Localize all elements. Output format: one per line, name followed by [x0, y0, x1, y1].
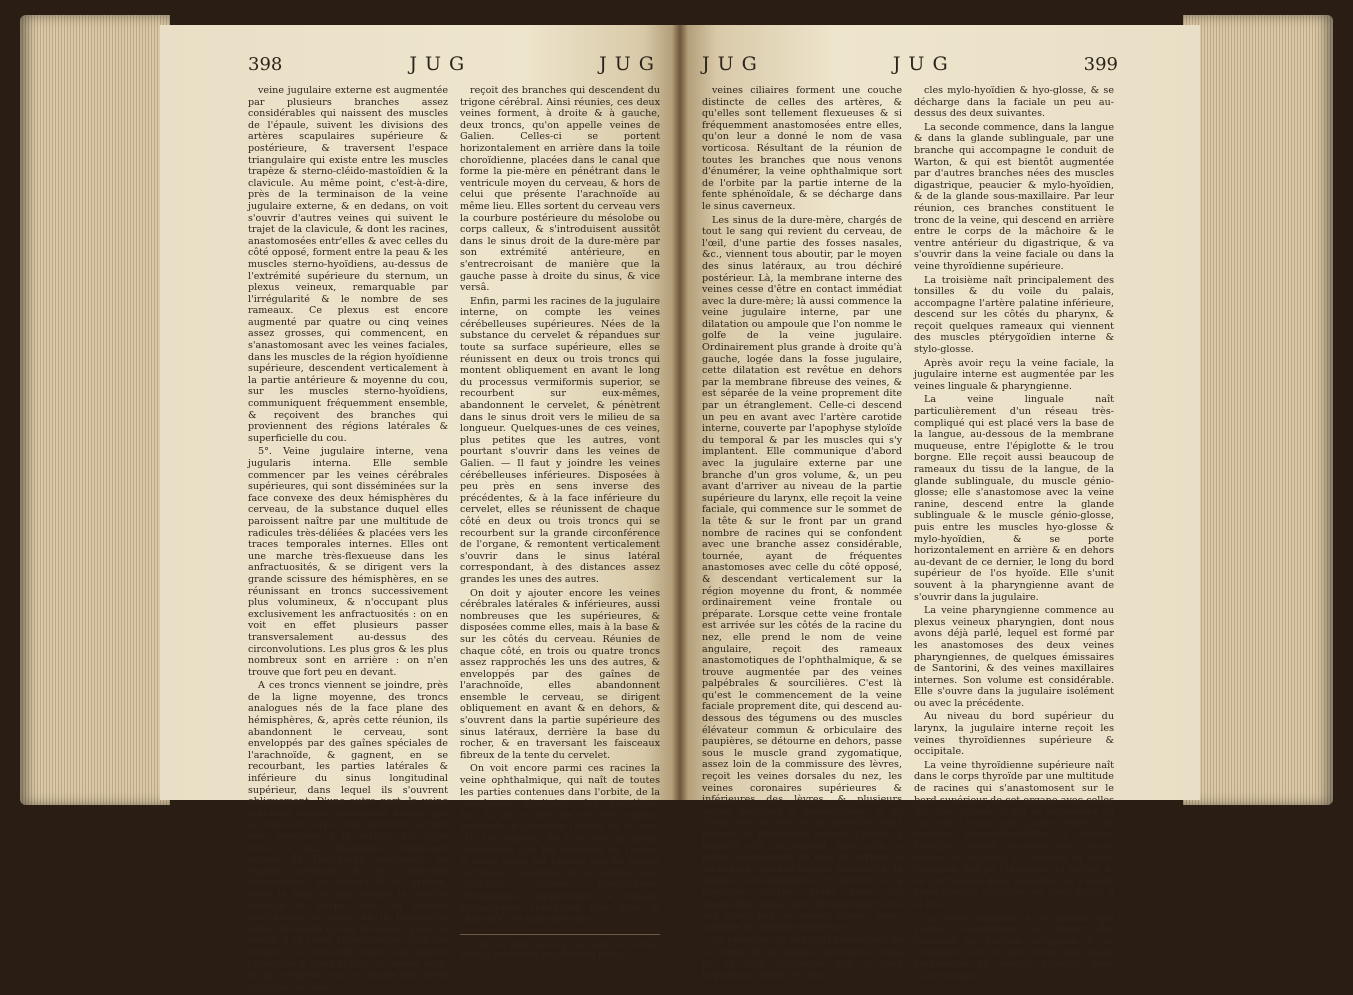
paragraph: La veine occipitale a ses racines qui suivent exactement le trajet des rameaux de l'artère occipitale & se réunissent en un seul tronc qui passe au-dessous du muscle splénius pour s'ouvrir dans: [914, 912, 1114, 982]
paragraph: La veine linguale naît particulièrement d'un réseau très-compliqué qui est placé vers la base de la langue, au-dessous de la membrane muqueuse, entre l'épiglotte & le trou borgne. Elle reçoit aussi beaucoup de rameaux du tissu de la langue, de la glande sublinguale, du muscle génio-glosse; elle s'anastomose avec la veine ranine, descend entre la glande sublinguale & le muscle génio-glosse, puis entre les muscles hyo-glosse & mylo-hyoïdien, & se porte horizontalement en arrière & en dehors au-devant de ce dernier, le long du bord supérieur de l'os hyoïde. Elle s'unit souvent à la pharyngienne avant de s'ouvrir dans la jugulaire.: [914, 394, 1114, 603]
right-running-head-1: JUG: [702, 53, 765, 75]
right-column-1: [702, 85, 902, 984]
left-column-2: [460, 85, 660, 995]
paragraph: veines ciliaires forment une couche distincte de celles des artères, & qu'elles sont tellement flexueuses & si fréquemment anastomosées entre elles, qu'on leur a donné le nom de vasa vorticosa. Résultant de la réunion de toutes les branches que nous venons d'énumérer, la veine ophthalmique sort de l'orbite par la partie interne de la fente sphénoïdale, & se décharge dans le sinus caverneux.: [702, 85, 902, 212]
right-column-2: [914, 85, 1114, 984]
paragraph: veine jugulaire externe est augmentée par plusieurs branches assez considérables qui naissent des muscles de l'épaule, suivent les divisions des artères scapulaires supérieure & postérieure, & traversent l'espace triangulaire qui existe entre les muscles trapèze & sterno-cléido-mastoïdien & la clavicule. Au même point, c'est-à-dire, près de la terminaison de la veine jugulaire externe, & en dedans, on voit s'ouvrir d'autres veines qui suivent le trajet de la clavicule, & dont les racines, anastomosées entr'elles & avec celles du côté opposé, forment entre la peau & les muscles sterno-hyoïdiens, au-dessus de l'extrémité supérieure du sternum, un plexus veineux, remarquable par l'irrégularité & le nombre de ses rameaux. Ce plexus est encore augmenté par quatre ou cinq veines assez grosses, qui commencent, en s'anastomosant avec les veines faciales, dans les muscles de la région hyoïdienne supérieure, descendent verticalement à la partie antérieure & moyenne du cou, sur les muscles sterno-hyoïdiens, communiquent fréquemment ensemble, & reçoivent des branches qui proviennent des régions latérales & superficielle du cou.: [248, 85, 448, 444]
left-page-number: 398: [248, 54, 283, 75]
paragraph: On doit y ajouter encore les veines cérébrales latérales & inférieures, aussi nombreuses que les supérieures, & disposées comme elles, mais à la base & sur les côtés du cerveau. Réunies de chaque côté, en trois ou quatre troncs assez rapprochés les uns des autres, & enveloppés par des gaînes de l'arachnoïde, elles abandonnent ensemble le cerveau, se dirigent obliquement en avant & en dehors, & s'ouvrent dans la partie supérieure des sinus latéraux, derrière la base du rocher, & en traversant les faisceaux fibreux de la tente du cervelet.: [460, 587, 660, 761]
left-page-edges: [20, 15, 170, 805]
right-page-edges: [1183, 15, 1333, 805]
paragraph: La veine thyroïdienne supérieure naît dans le corps thyroïde par une multitude de racines qui s'anastomosent sur le bord supérieur de cet organe avec celles du côté opposé, & qui se réunissent en un seul tronc qui passe entre les muscles sterno-thyroïdien & sterno-hyoïdien, reçoit souvent les veines ranine & linguale, & toujours la veine laryngée, née de l'intérieur du larynx, & se partage en deux branches, & s'ouvre aussi dans la jugulaire par deux points à la fois.: [914, 759, 1114, 910]
paragraph: Les sinus de la dure-mère, chargés de tout le sang qui revient du cerveau, de l'œil, d'une partie des fosses nasales, &c., viennent tous aboutir, par le moyen des sinus latéraux, au trou déchiré postérieur. Là, la membrane interne des veines cesse d'être en contact immédiat avec la dure-mère; là aussi commence la veine jugulaire interne, par une dilatation ou ampoule que l'on nomme le golfe de la veine jugulaire. Ordinairement plus grande à droite qu'à gauche, logée dans la fosse jugulaire, cette dilatation est revêtue en dehors par la membrane fibreuse des veines, & est séparée de la veine proprement dite par un étranglement. Celle-ci descend un peu en avant avec l'artère carotide interne, couverte par l'apophyse styloïde du temporal & par les muscles qui s'y implantent. Elle communique d'abord avec la jugulaire externe par une branche d'un gros volume, &, un peu avant d'arriver au niveau de la partie supérieure du larynx, elle reçoit la veine faciale, qui commence sur le sommet de la tête & sur le front par un grand nombre de racines qui se confondent avec une branche assez considérable, tournée, ayant de fréquentes anastomoses avec celle du côté opposé, & descendant verticalement sur la région moyenne du front, & nommée ordinairement veine frontale ou préparate. Lorsque cette veine frontale est arrivée sur les côtés de la racine du nez, elle prend le nom de veine angulaire, reçoit des rameaux anastomotiques de l'ophthalmique, & se trouve augmentée par des veines palpébrales & sourcilières. C'est là qu'est le commencement de la veine faciale proprement dite, qui descend au-dessous des tégumens ou des muscles élévateur commun & orbiculaire des paupières, se détourne en dehors, passe sous le muscle grand zygomatique, assez loin de la commissure des lèvres, reçoit les veines dorsales du nez, les veines coronaires supérieures & inférieures des lèvres, & plusieurs veines buccales & massétérines, & se dirige vers la base de la mâchoire, sans former de flexuosités comme l'artère à laquelle elle correspond. Alors elle se porte obliquement en bas, en arrière & en dehors, entre le muscle peaucier & la glande sous-maxillaire, & parvient à la jugulaire interne, après avoir été augmentée dans cette dernière partie de son trajet par les veines ranine, sous-mentale & palatine inférieure.: [702, 214, 902, 933]
right-page-number: 399: [1083, 54, 1118, 75]
footnote: (1) On n'a point encore découvert de veines dans la membrane pupillaire du fœtus.: [460, 934, 660, 959]
paragraph: Enfin, parmi les racines de la jugulaire interne, on compte les veines cérébelleuses supérieures. Nées de la substance du cervelet & répandues sur toute sa surface supérieure, elles se réunissent en deux ou trois troncs qui montent obliquement en avant le long du processus vermiformis superior, se recourbent sur eux-mêmes, abandonnent le cervelet, & pénètrent dans le sinus droit vers le milieu de sa longueur. Quelques-unes de ces veines, plus petites que les autres, vont pourtant s'ouvrir dans les veines de Galien. — Il faut y joindre les veines cérébelleuses inférieures. Disposées à peu près en sens inverse des précédentes, & à la face inférieure du cervelet, elles se réunissent de chaque côté en deux ou trois troncs qui se recourbent sur la grande circonférence de l'organe, & remontent verticalement s'ouvrir dans le sinus latéral correspondant, à des distances assez grandes les unes des autres.: [460, 295, 660, 585]
paragraph: La seconde commence, dans la langue & dans la glande sublinguale, par une branche qui accompagne le conduit de Warton, & qui est bientôt augmentée par d'autres branches nées des muscles digastrique, peaucier & mylo-hyoïdien, & de la glande sous-maxillaire. Par leur réunion, ces branches constituent le tronc de la veine, qui descend en arrière entre le corps de la mâchoire & le ventre antérieur du digastrique, & va s'ouvrir dans la veine faciale ou dans la veine thyroïdienne supérieure.: [914, 121, 1114, 272]
left-page: [160, 25, 680, 993]
paragraph: reçoit des branches qui descendent du trigone cérébral. Ainsi réunies, ces deux veines forment, à droite & à gauche, deux troncs, qu'on appelle veines de Galien. Celles-ci se portent horizontalement en arrière dans la toile choroïdienne, placées dans le canal que forme la pie-mère en pénétrant dans le ventricule moyen du cerveau, & hors de celui que présente l'arachnoïde au même lieu. Elles sortent du cerveau vers la courbure postérieure du mésolobe ou corps calleux, & s'introduisent aussitôt dans le sinus droit de la dure-mère par son extrémité antérieure, en s'entrecroisant de manière que la gauche passe à droite du sinus, & vice versâ.: [460, 85, 660, 294]
book-gutter: [672, 25, 688, 800]
paragraph: On voit encore parmi ces racines la veine ophthalmique, qui naît de toutes les parties contenues dans l'orbite, de la membrane pituitaire, des paupières, &c., &, en un mot, de tous les organes auxquels se distribue l'artère de ce nom (1). Les racines de l'une ont la même disposition que les rameaux de l'autre, & cette veine est formée par les veines lacrymale, centrale de la rétine, sus-orbitaire, ciliaires, musculaires, ethmoïdales, palpébrales & nasale. Remarquons cependant que, dans la choroïde, les radicules des: [460, 763, 660, 926]
left-running-head-2: JUG: [599, 53, 662, 75]
right-page: [680, 25, 1200, 982]
right-page-header: [702, 53, 1118, 79]
paragraph: A ces troncs viennent se joindre, près de la ligne moyenne, des troncs analogues nés de la face plane des hémisphères, &, après cette réunion, ils abandonnent le cerveau, sont enveloppés par des gaînes spéciales de l'arachnoïde, & gagnent, en se recourbant, les parties latérales & inférieure du sinus longitudinal supérieur, dans lequel ils s'ouvrent obliquement. D'une autre part, la veine jugulaire interne commence encore par la veine du corps strié, dont les racines sont étendues à la surface du corps strié, & qui, elle-même, commence auprès de l'extrémité antérieure du trigone cérébral, & se contourne obliquement en dehors & en arrière, dans la rainure qui sépare la couche optique du corps strié, en suivant exactement le trajet de la bandelette demi-circulaire qui la recouvre, pour se réunir à la veine choroïdienne, dont les racines se trouvent dans les plexus choroïdes & dans la toile du même nom, & qui serpente sur la couche des nerfs optiques, où elle: [248, 680, 448, 993]
paragraph: La troisième naît principalement des tonsilles & du voile du palais, accompagne l'artère palatine inférieure, descend sur les côtés du pharynx, & reçoit quelques rameaux qui viennent des muscles ptérygoïdien interne & stylo-glosse.: [914, 274, 1114, 356]
left-column-1: [248, 85, 448, 995]
paragraph: cles mylo-hyoïdien & hyo-glosse, & se décharge dans la faciale un peu au-dessus des deux suivantes.: [914, 85, 1114, 120]
left-running-head-1: JUG: [409, 53, 473, 75]
right-running-head-2: JUG: [892, 53, 956, 75]
left-page-header: [248, 53, 662, 79]
paragraph: La première de ces trois veines naît de la pointe de la langue, descend le long de sa face inférieure, suit le nerf hypoglosse entre les mus-: [702, 935, 902, 982]
paragraph: 5°. Veine jugulaire interne, vena jugularis interna. Elle semble commencer par les veines cérébrales supérieures, qui sont disséminées sur la face convexe des deux hémisphères du cerveau, de la substance duquel elles paroissent naître par une multitude de radicules très-déliées & placées vers les traces temporales internes. Elles ont une marche très-flexueuse dans les anfractuosités, & se dirigent vers la grande scissure des hémisphères, en se réunissant en troncs successivement plus volumineux, & n'occupant plus exclusivement les anfractuosités : on en voit en effet plusieurs passer transversalement au-dessus des circonvolutions. Les plus gros & les plus nombreux sont en arrière : on n'en trouve que fort peu en devant.: [248, 446, 448, 678]
paragraph: Après avoir reçu la veine faciale, la jugulaire interne est augmentée par les veines linguale & pharyngienne.: [914, 357, 1114, 392]
paragraph: Au niveau du bord supérieur du larynx, la jugulaire interne reçoit les veines thyroïdiennes supérieure & occipitale.: [914, 711, 1114, 758]
paragraph: La veine pharyngienne commence au plexus veineux pharyngien, dont nous avons déjà parlé, lequel est formé par les anastomoses des deux veines pharyngiennes, de quelques émissaires de Santorini, & des veines maxillaires internes. Son volume est considérable. Elle s'ouvre dans la jugulaire isolément ou avec la précédente.: [914, 605, 1114, 709]
